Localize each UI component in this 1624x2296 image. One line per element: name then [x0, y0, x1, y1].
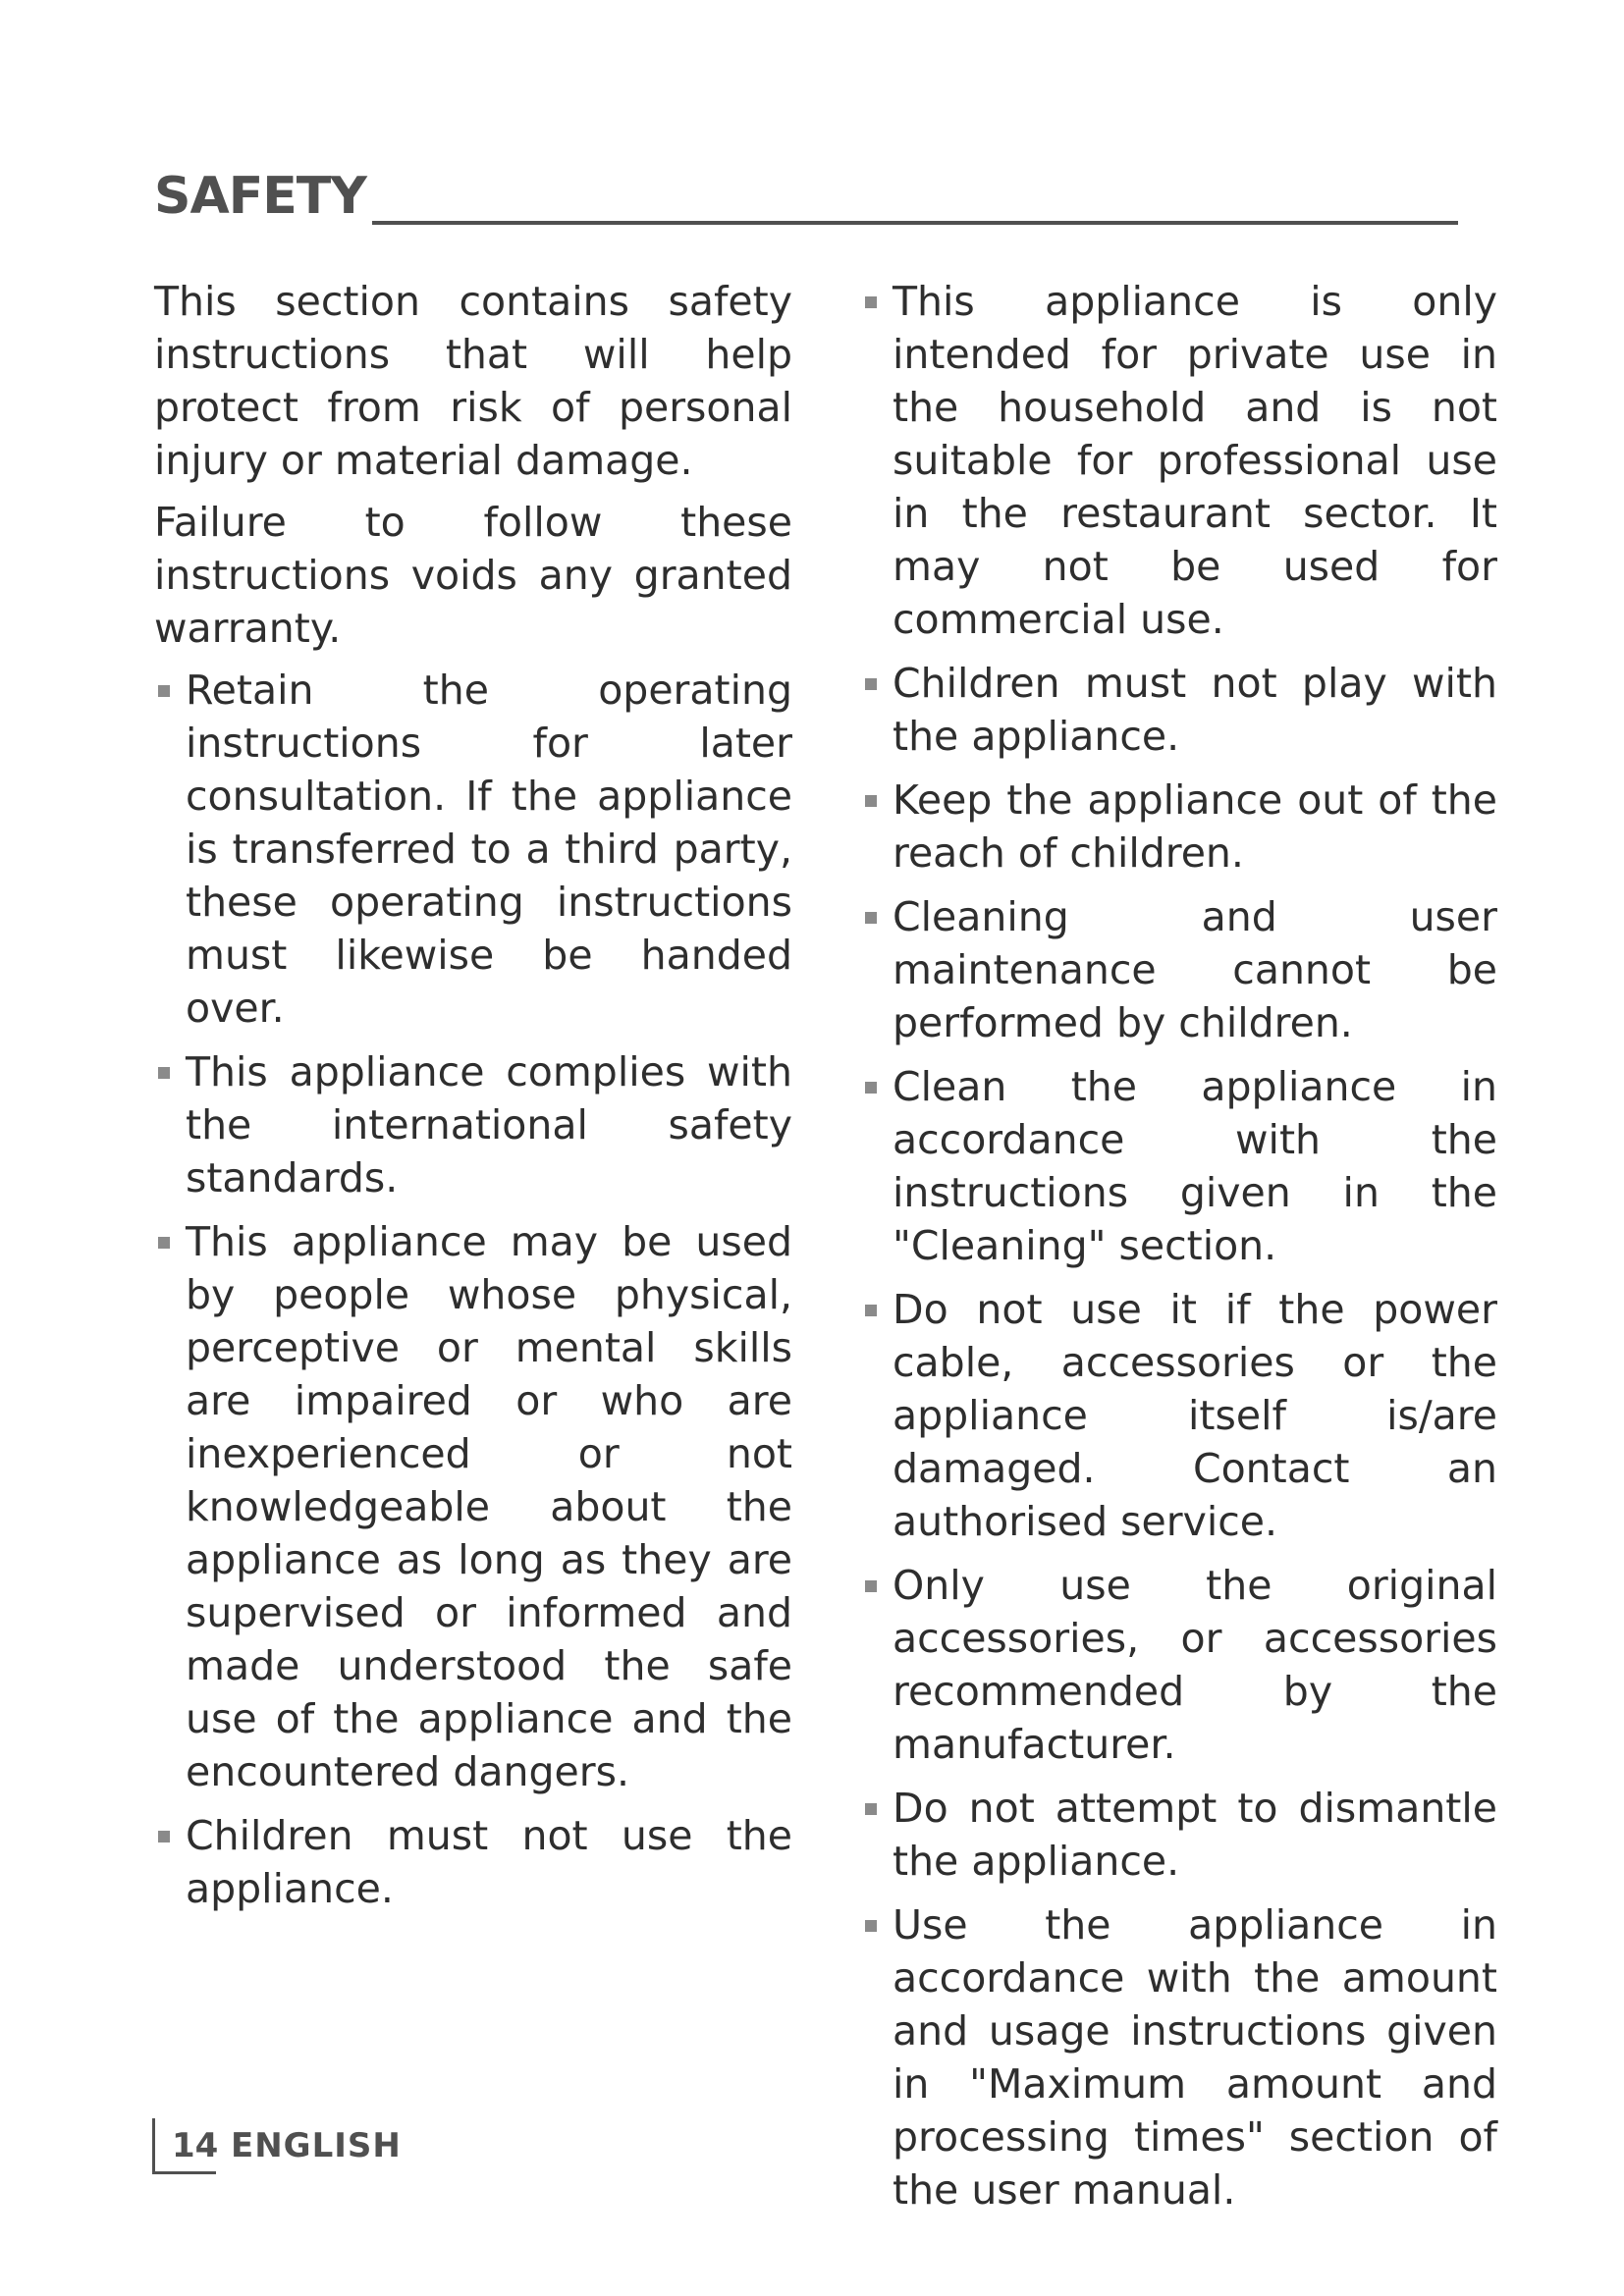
left-bullet-list [154, 664, 792, 1915]
list-item [861, 1782, 1497, 1888]
list-item [861, 1283, 1497, 1548]
list-item-text: Cleaning and user maintenance cannot be performed by children. [893, 893, 1497, 1046]
list-item [154, 1045, 792, 1204]
list-item [154, 1809, 792, 1915]
square-bullet-icon [158, 1831, 170, 1842]
square-bullet-icon [158, 685, 170, 697]
list-item [861, 890, 1497, 1049]
list-item-text: Do not use it if the power cable, accessories or the appliance itself is/are damaged. Contact an authorised service. [893, 1286, 1497, 1545]
intro-paragraph: This section contains safety instructions that will help protect from risk of personal injury or material damage. [154, 278, 792, 484]
list-item [861, 275, 1497, 646]
list-item [861, 1559, 1497, 1771]
square-bullet-icon [865, 1580, 877, 1592]
list-item [154, 664, 792, 1035]
right-bullet-list [861, 275, 1497, 2216]
list-item-text: Children must not play with the appliance. [893, 660, 1497, 760]
square-bullet-icon [865, 296, 877, 308]
title-underline-rule [372, 221, 1458, 225]
page-number: 14 [172, 2126, 219, 2165]
list-item-text: Do not attempt to dismantle the appliance. [893, 1785, 1497, 1885]
list-item-text: Only use the original accessories, or accessories recommended by the manufacturer. [893, 1562, 1497, 1768]
square-bullet-icon [158, 1237, 170, 1249]
list-item [861, 1898, 1497, 2216]
left-column [154, 275, 792, 1926]
list-item-text: Keep the appliance out of the reach of children. [893, 776, 1497, 877]
square-bullet-icon [865, 1082, 877, 1094]
list-item-text: Children must not use the appliance. [186, 1812, 792, 1912]
square-bullet-icon [865, 795, 877, 807]
square-bullet-icon [865, 1803, 877, 1815]
square-bullet-icon [865, 1920, 877, 1932]
warranty-paragraph: Failure to follow these instructions voids any granted warranty. [154, 499, 792, 652]
right-column [861, 275, 1497, 2227]
section-header [154, 167, 1458, 226]
footer-language: ENGLISH [231, 2126, 402, 2165]
list-item-text: Clean the appliance in accordance with the instructions given in the "Cleaning" section. [893, 1063, 1497, 1269]
list-item [861, 657, 1497, 763]
list-item-text: This appliance is only intended for private use in the household and is not suitable for professional use in the restaurant sector. It may not be used for commercial use. [893, 278, 1497, 643]
square-bullet-icon [865, 1305, 877, 1316]
list-item [154, 1215, 792, 1798]
list-item-text: This appliance complies with the international safety standards. [186, 1048, 792, 1201]
square-bullet-icon [865, 678, 877, 690]
square-bullet-icon [158, 1067, 170, 1079]
list-item-text: Retain the operating instructions for later consultation. If the appliance is transferred to a third party, these operating instructions must likewise be handed over. [186, 667, 792, 1032]
square-bullet-icon [865, 912, 877, 924]
list-item-text: Use the appliance in accordance with the amount and usage instructions given in "Maximum amount and processing times" section of the user manual. [893, 1901, 1497, 2214]
list-item [861, 1060, 1497, 1272]
list-item-text: This appliance may be used by people whose physical, perceptive or mental skills are impaired or who are inexperienced or not knowledgeable about the appliance as long as they are supervised or informed and made understood the safe use of the appliance and the encountered dangers. [186, 1218, 792, 1795]
section-title: SAFETY [154, 167, 366, 226]
list-item [861, 774, 1497, 880]
